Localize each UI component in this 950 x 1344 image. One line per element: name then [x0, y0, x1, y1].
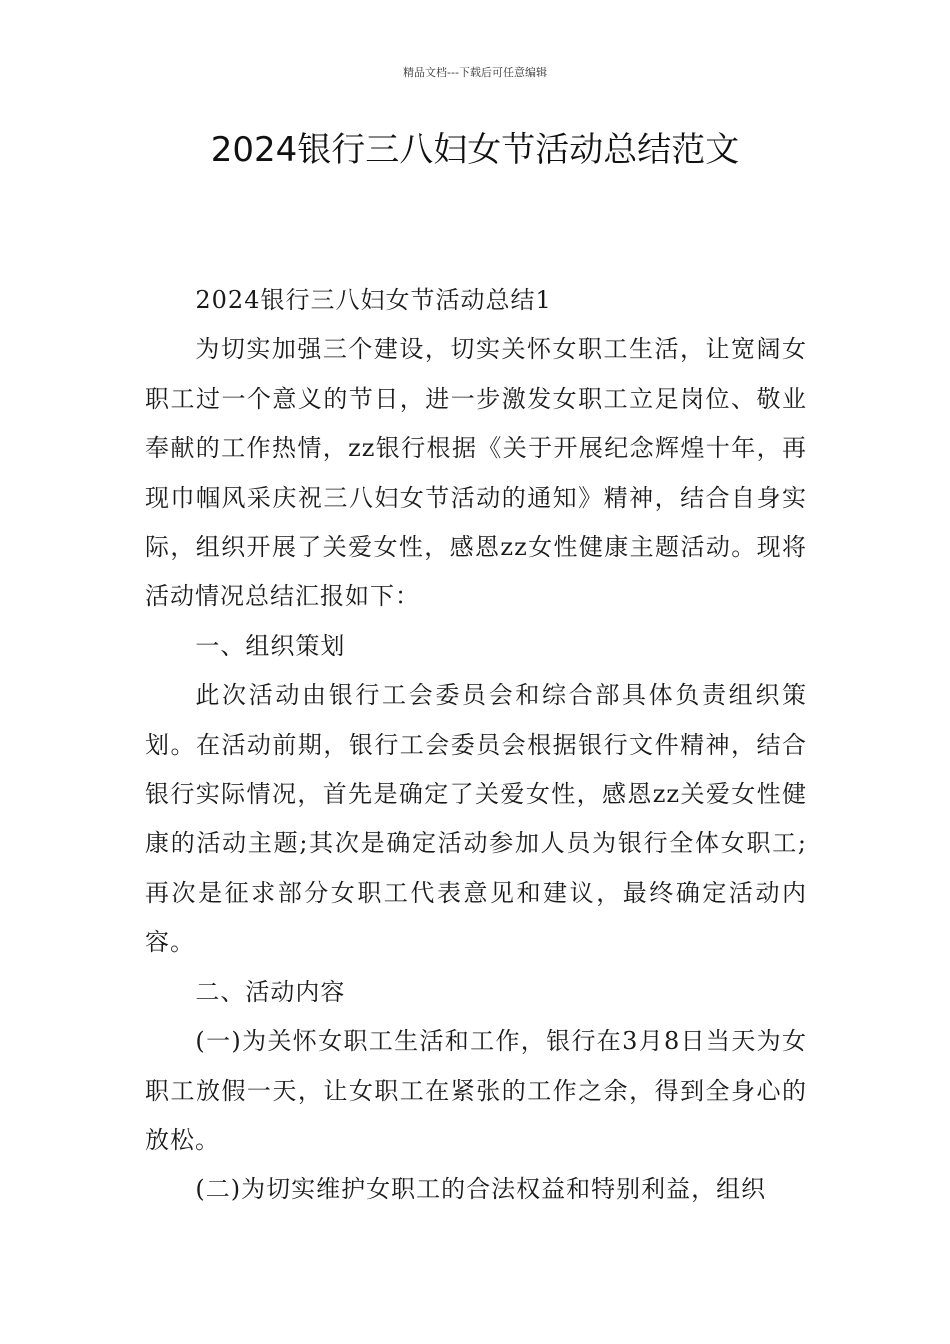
- paragraph-intro: 为切实加强三个建设，切实关怀女职工生活，让宽阔女职工过一个意义的节日，进一步激发女职工立足岗位、敬业奉献的工作热情，zz银行根据《关于开展纪念辉煌十年，再现巾帼风采庆祝三八妇女节活动的通知》精神，结合自身实际，组织开展了关爱女性，感恩zz女性健康主题活动。现将活动情况总结汇报如下：: [145, 335, 807, 611]
- section-heading-organization: 一、组织策划: [195, 631, 346, 660]
- section-heading-summary-1: 2024银行三八妇女节活动总结1: [195, 286, 552, 314]
- paragraph-activity-1: (一)为关怀女职工生活和工作，银行在3月8日当天为女职工放假一天，让女职工在紧张的工作之余，得到全身心的放松。: [145, 1027, 807, 1154]
- document-title: 2024银行三八妇女节活动总结范文: [210, 130, 740, 170]
- document-body: [145, 276, 807, 1215]
- section-heading-activity-content: 二、活动内容: [195, 977, 346, 1006]
- paragraph-activity-2: (二)为切实维护女职工的合法权益和特别利益，组织: [195, 1175, 767, 1204]
- header-note: 精品文档---下载后可任意编辑: [403, 66, 547, 79]
- paragraph-organization: 此次活动由银行工会委员会和综合部具体负责组织策划。在活动前期，银行工会委员会根据银行文件精神，结合银行实际情况，首先是确定了关爱女性，感恩zz关爱女性健康的活动主题;其次是确定活动参加人员为银行全体女职工;再次是征求部分女职工代表意见和建议，最终确定活动内容。: [145, 681, 807, 957]
